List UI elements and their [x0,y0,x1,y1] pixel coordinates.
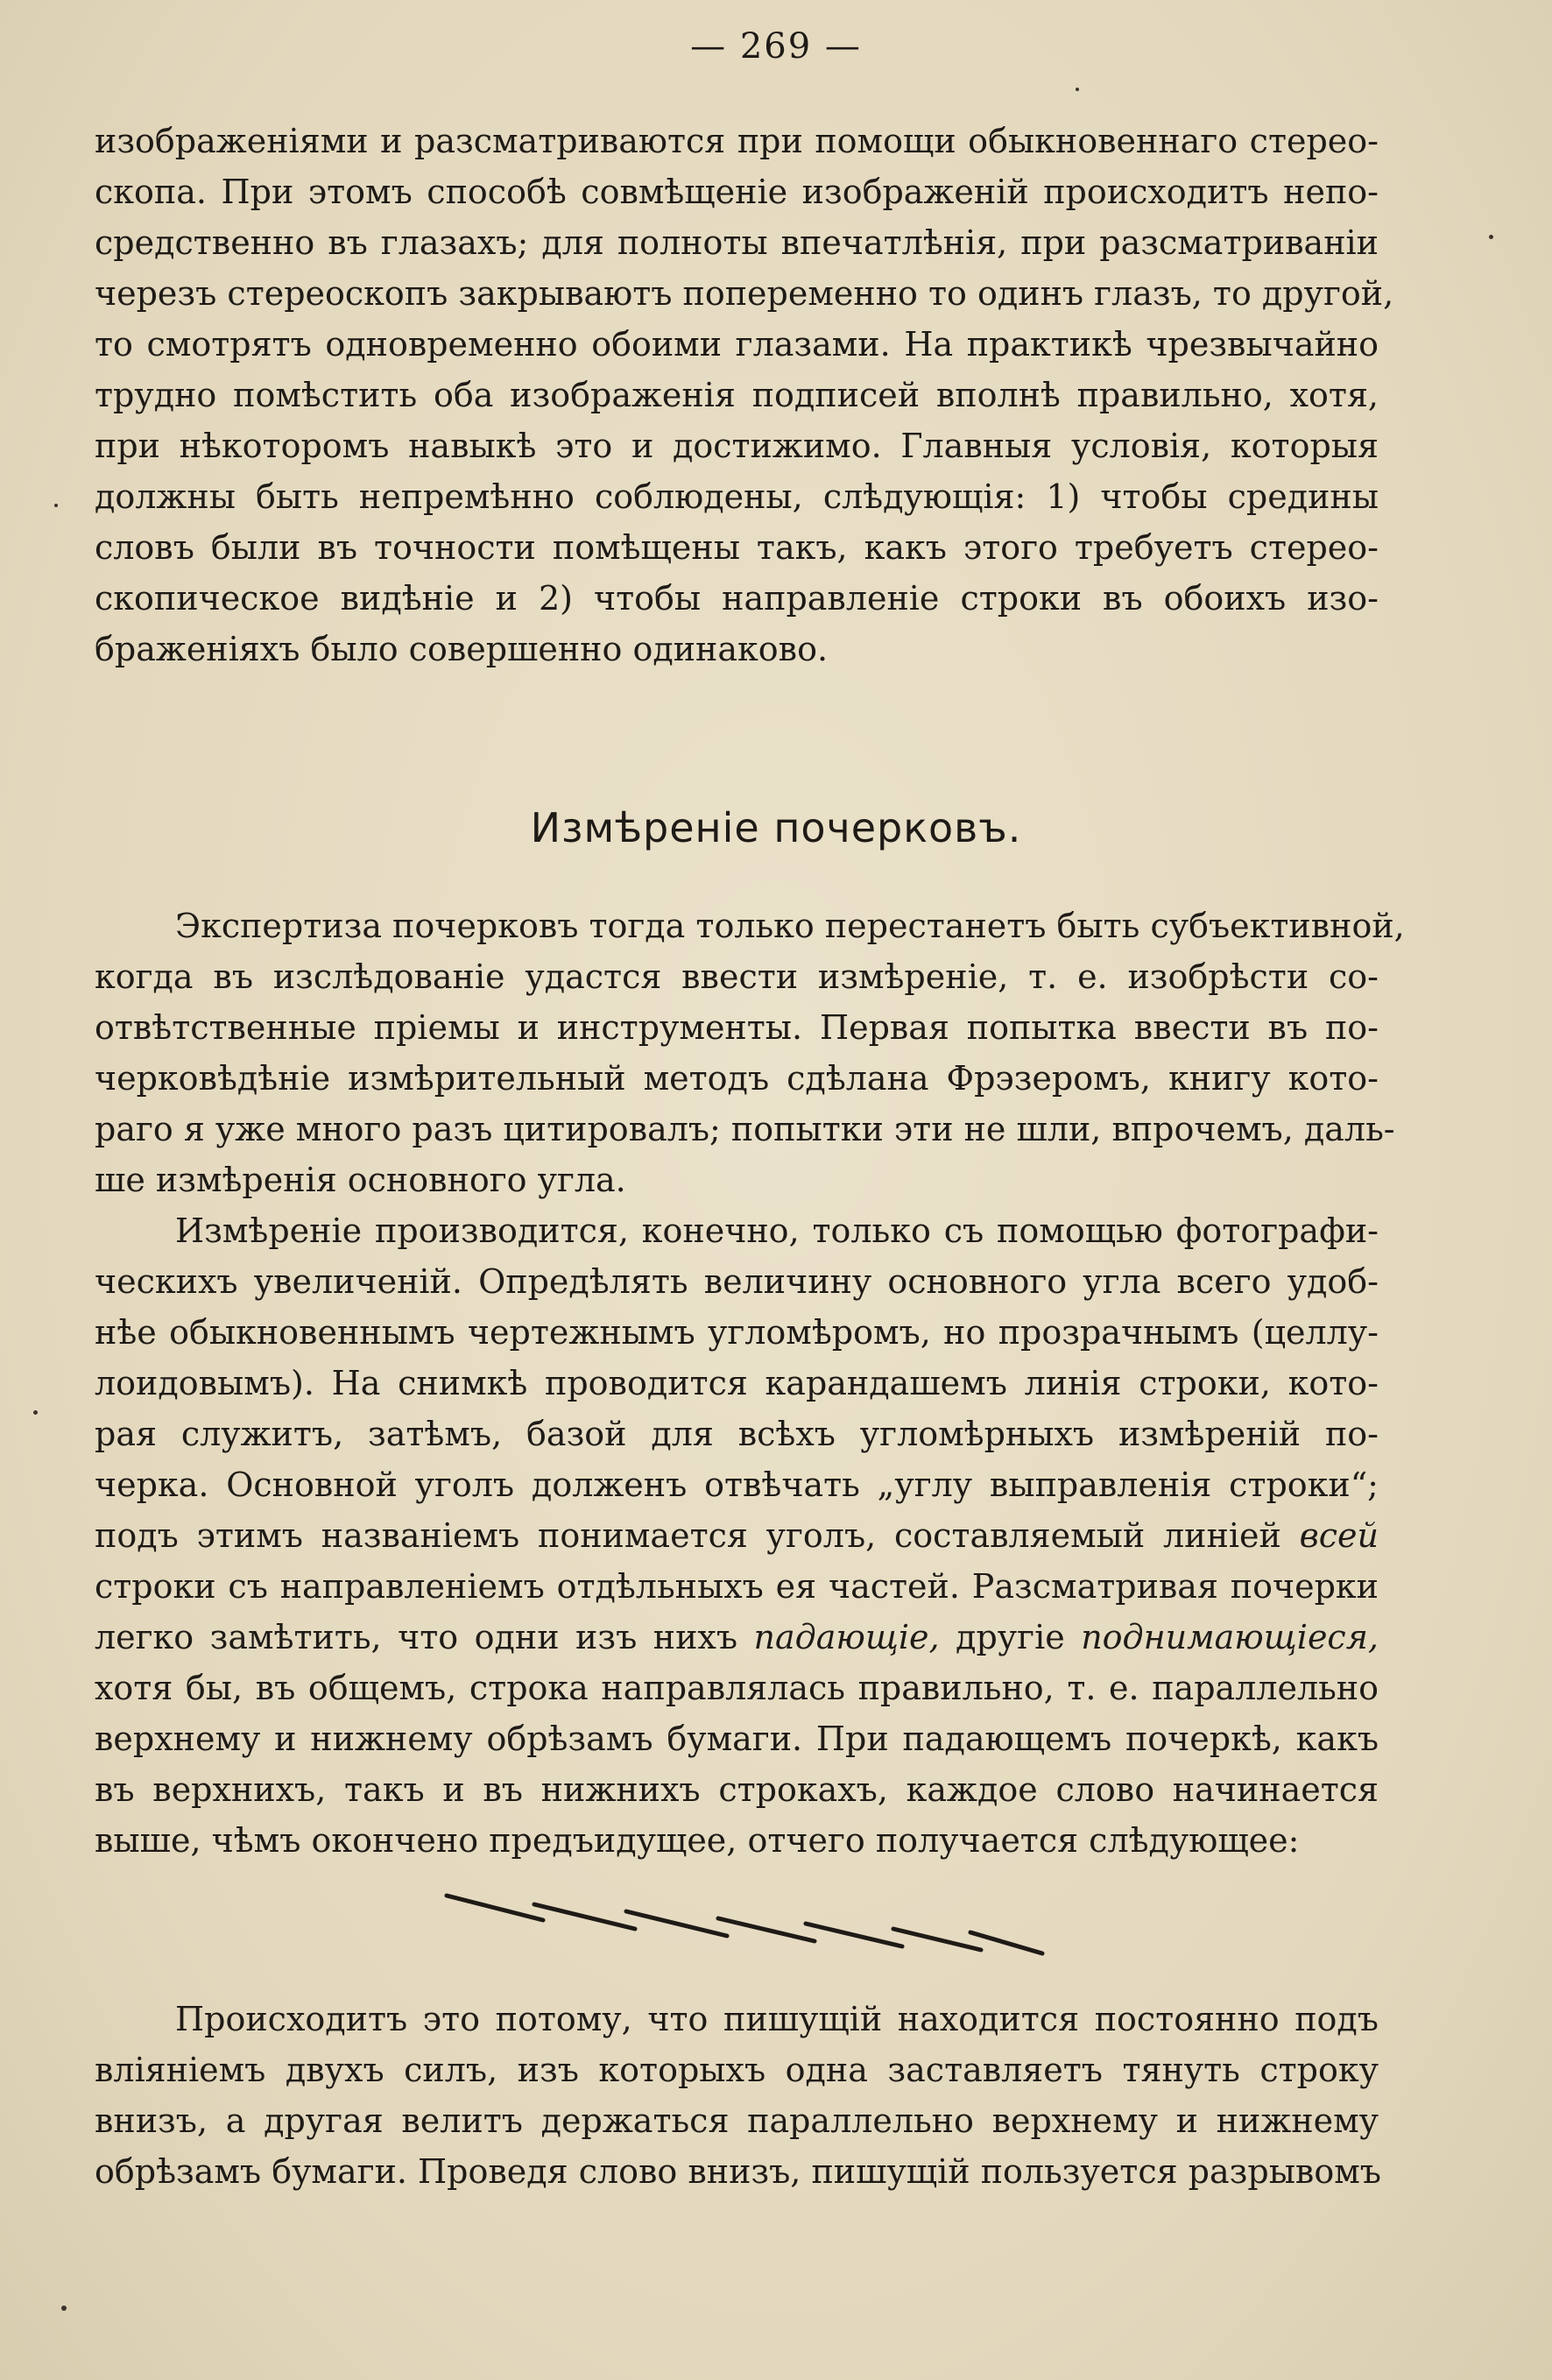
text-line: трудно помѣстить оба изображенія подписей вполнѣ правильно, хотя, [95,376,1379,414]
text-line: средственно въ глазахъ; для полноты впечатлѣнія, при разсматриваніи [95,223,1379,262]
text-line: то смотрятъ одновременно обоими глазами. На практикѣ чрезвычайно [95,325,1379,364]
stroke-3 [626,1911,727,1936]
text-line: скопа. При этомъ способѣ совмѣщеніе изображеній происходитъ непо- [95,173,1379,211]
paper-speck [54,504,58,507]
text-run: легко замѣтить, что одни изъ нихъ [95,1618,738,1656]
text-line [95,1510,1379,1561]
paragraph-3 [95,1205,1379,1866]
text-line: рая служитъ, затѣмъ, базой для всѣхъ угломѣрныхъ измѣреній по- [95,1415,1379,1453]
text-line: вліяніемъ двухъ силъ, изъ которыхъ одна заставляетъ тянуть строку [95,2051,1379,2089]
paper-speck [1489,235,1493,239]
section-heading: Измѣреніе почерковъ. [530,804,1022,851]
text-line: ше измѣренія основного угла. [95,1161,626,1199]
text-line: Измѣреніе производится, конечно, только съ помощью фотографи- [175,1211,1379,1250]
paragraph-2 [95,900,1405,1205]
stroke-1 [447,1896,543,1920]
stroke-5 [806,1924,902,1946]
text-line: ческихъ увеличеній. Опредѣлять величину основного угла всего удоб- [95,1262,1379,1301]
stroke-6 [893,1929,981,1950]
text-line: строки съ направленіемъ отдѣльныхъ ея частей. Разсматривая почерки [95,1567,1379,1606]
text-line: лоидовымъ). На снимкѣ проводится карандашемъ линія строки, кото- [95,1364,1379,1402]
text-line: при нѣкоторомъ навыкѣ это и достижимо. Главныя условія, которыя [95,427,1379,465]
text-line [95,1612,1379,1663]
text-line: хотя бы, въ общемъ, строка направлялась правильно, т. е. параллельно [95,1669,1379,1707]
page-number: — 269 — [690,26,862,67]
falling-handwriting-illustration [438,1883,1051,1962]
text-line: раго я уже много разъ цитировалъ; попытки эти не шли, впрочемъ, даль- [95,1110,1395,1148]
text-run: другіе [956,1618,1065,1656]
text-line: скопическое видѣніе и 2) чтобы направленіе строки въ обоихъ изо- [95,579,1379,618]
italic-word-falling: падающіе, [753,1618,940,1656]
italic-word-rising: поднимающіеся, [1081,1618,1379,1656]
text-line: Происходитъ это потому, что пишущій находится постоянно подъ [175,2000,1379,2038]
paper-speck [61,2306,67,2311]
text-line: изображеніями и разсматриваются при помощи обыкновеннаго стерео- [95,122,1379,160]
text-line: черковѣдѣніе измѣрительный методъ сдѣлана Фрэзеромъ, книгу кото- [95,1059,1379,1098]
text-line: словъ были въ точности помѣщены такъ, какъ этого требуетъ стерео- [95,528,1379,567]
text-line: браженіяхъ было совершенно одинаково. [95,630,829,668]
text-line: внизъ, а другая велитъ держаться параллельно верхнему и нижнему [95,2101,1379,2140]
text-line: отвѣтственные пріемы и инструменты. Первая попытка ввести въ по- [95,1008,1379,1047]
text-line: обрѣзамъ бумаги. Проведя слово внизъ, пишущій пользуется разрывомъ [95,2152,1381,2191]
text-line: должны быть непремѣнно соблюдены, слѣдующія: 1) чтобы средины [95,477,1379,516]
text-line: черезъ стереоскопъ закрываютъ попеременно то одинъ глазъ, то другой, [95,274,1394,313]
paper-speck [1076,88,1079,91]
text-line: Экспертиза почерковъ тогда только перестанетъ быть субъективной, [175,907,1405,945]
text-line: черка. Основной уголъ долженъ отвѣчать „углу выправленія строки“; [95,1465,1379,1504]
italic-word-vsey: всей [1299,1516,1379,1555]
text-line: когда въ изслѣдованіе удастся ввести измѣреніе, т. е. изобрѣсти со- [95,957,1379,996]
paragraph-4 [95,1994,1379,2197]
paper-speck [33,1410,38,1415]
stroke-2 [534,1904,635,1929]
text-line: выше, чѣмъ окончено предъидущее, отчего получается слѣдующее: [95,1821,1300,1860]
stroke-4 [718,1918,815,1941]
text-line: въ верхнихъ, такъ и въ нижнихъ строкахъ, каждое слово начинается [95,1770,1379,1809]
text-run: подъ этимъ названіемъ понимается уголъ, составляемый линіей [95,1516,1281,1555]
text-line: верхнему и нижнему обрѣзамъ бумаги. При падающемъ почеркѣ, какъ [95,1720,1379,1758]
paragraph-1 [95,116,1394,674]
text-line: нѣе обыкновеннымъ чертежнымъ угломѣромъ, но прозрачнымъ (целлу- [95,1313,1379,1352]
